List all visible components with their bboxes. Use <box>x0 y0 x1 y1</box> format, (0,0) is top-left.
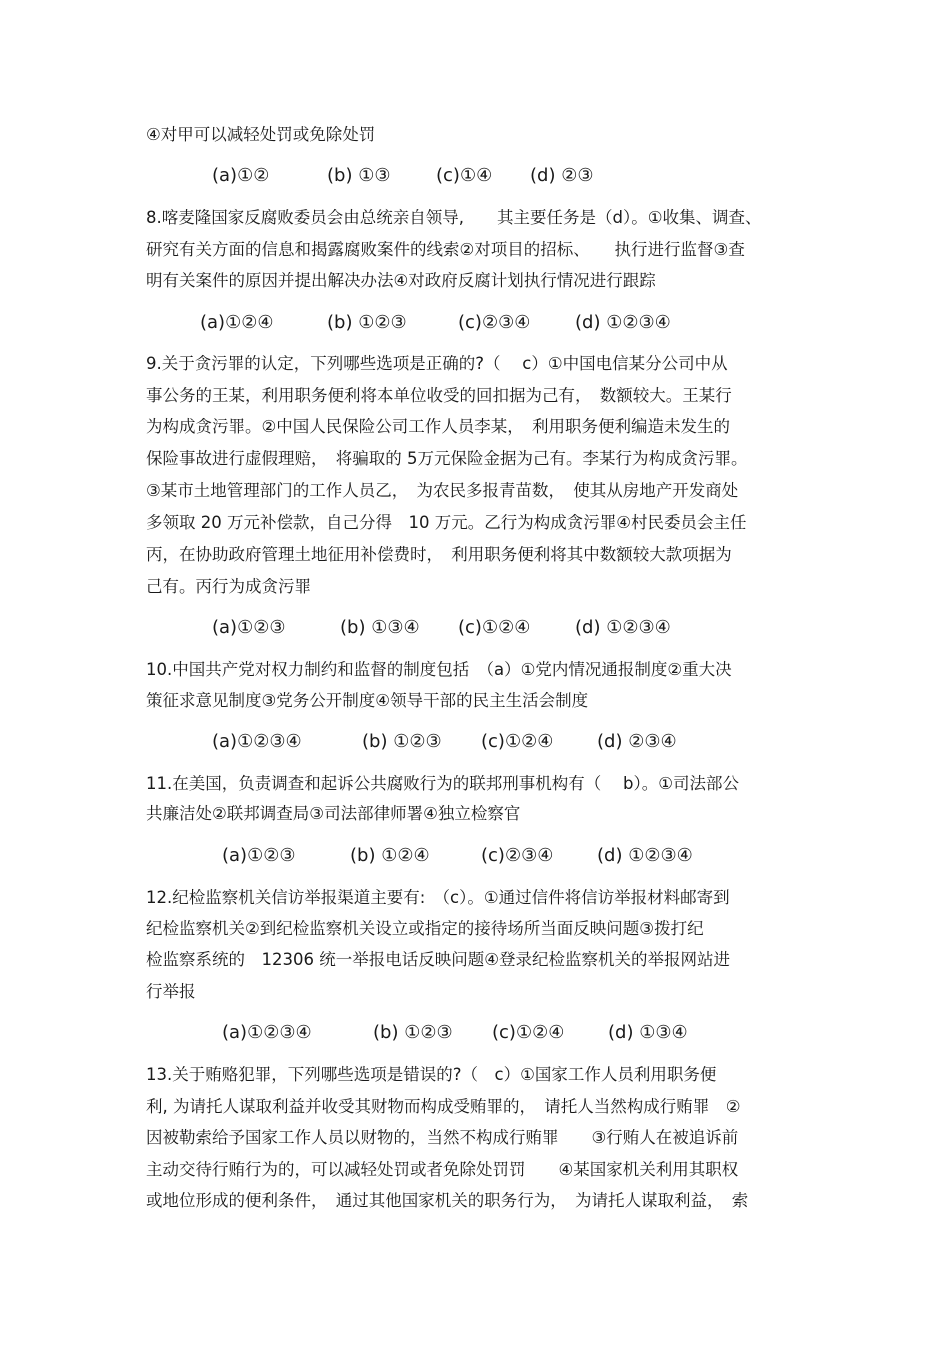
option-a: (a)①②③④ <box>212 731 302 752</box>
option-b: (b) ①③ <box>327 165 391 186</box>
question-9-line: 为构成贪污罪。②中国人民保险公司工作人员李某， 利用职务便利编造未发生的 <box>146 417 731 436</box>
question-12-line: 12.纪检监察机关信访举报渠道主要有: （c）。①通过信件将信访举报材料邮寄到 <box>146 888 730 907</box>
option-c: (c)②③④ <box>458 312 531 333</box>
question-11-line: 11.在美国，负责调查和起诉公共腐败行为的联邦刑事机构有（ b）。①司法部公 <box>146 774 740 793</box>
question-8-line: 研究有关方面的信息和揭露腐败案件的线索②对项目的招标、 执行进行监督③查 <box>146 240 745 259</box>
question-9-line: 事公务的王某，利用职务便利将本单位收受的回扣据为己有， 数额较大。王某行 <box>146 386 732 405</box>
option-c: (c)①②④ <box>481 731 554 752</box>
question-12-line: 检监察系统的 12306 统一举报电话反映问题④登录纪检监察机关的举报网站进 <box>146 950 731 969</box>
question-9-line: 多领取 20 万元补偿款，自己分得 10 万元。乙行为构成贪污罪④村民委员会主任 <box>146 513 747 532</box>
question-9-line: 丙，在协助政府管理土地征用补偿费时， 利用职务便利将其中数额较大款项据为 <box>146 545 732 564</box>
option-d: (d) ①②③④ <box>575 312 671 333</box>
option-a: (a)①②③ <box>222 845 296 866</box>
option-c: (c)①④ <box>436 165 493 186</box>
question-9-line: 保险事故进行虚假理赔， 将骗取的 5万元保险金据为己有。李某行为构成贪污罪。 <box>146 449 748 468</box>
option-a: (a)①② <box>212 165 270 186</box>
question-13-line: 主动交待行贿行为的，可以减轻处罚或者免除处罚罚 ④某国家机关利用其职权 <box>146 1160 739 1179</box>
option-b: (b) ①②③ <box>362 731 442 752</box>
question-12-line: 纪检监察机关②到纪检监察机关设立或指定的接待场所当面反映问题③拨打纪 <box>146 919 704 938</box>
question-10-line: 10.中国共产党对权力制约和监督的制度包括 （a）①党内情况通报制度②重大决 <box>146 660 732 679</box>
question-10-line: 策征求意见制度③党务公开制度④领导干部的民主生活会制度 <box>146 691 589 710</box>
question-13-line: 13.关于贿赂犯罪，下列哪些选项是错误的?（ c）①国家工作人员利用职务便 <box>146 1065 717 1084</box>
question-8-line: 明有关案件的原因并提出解决办法④对政府反腐计划执行情况进行跟踪 <box>146 271 656 290</box>
question-8-line: 8.喀麦隆国家反腐败委员会由总统亲自领导, 其主要任务是（d）。①收集、调查、 <box>146 208 762 227</box>
option-b: (b) ①②③ <box>327 312 407 333</box>
option-d: (d) ①②③④ <box>597 845 693 866</box>
option-c: (c)②③④ <box>481 845 554 866</box>
option-b: (b) ①②③ <box>373 1022 453 1043</box>
question-13-line: 因被勒索给予国家工作人员以财物的，当然不构成行贿罪 ③行贿人在被追诉前 <box>146 1128 739 1147</box>
question-9-line: 9.关于贪污罪的认定，下列哪些选项是正确的?（ c）①中国电信某分公司中从 <box>146 354 728 373</box>
question-7-line: ④对甲可以减轻处罚或免除处罚 <box>146 125 376 144</box>
question-11-line: 共廉洁处②联邦调查局③司法部律师署④独立检察官 <box>146 804 521 823</box>
option-d: (d) ①③④ <box>608 1022 688 1043</box>
option-b: (b) ①②④ <box>350 845 430 866</box>
option-c: (c)①②④ <box>458 617 531 638</box>
option-d: (d) ②③ <box>530 165 594 186</box>
question-9-line: ③某市土地管理部门的工作人员乙， 为农民多报青苗数， 使其从房地产开发商处 <box>146 481 739 500</box>
question-9-line: 己有。丙行为成贪污罪 <box>146 577 311 596</box>
option-a: (a)①②③④ <box>222 1022 312 1043</box>
question-13-line: 或地位形成的便利条件， 通过其他国家机关的职务行为， 为请托人谋取利益， 索 <box>146 1191 749 1210</box>
option-b: (b) ①③④ <box>340 617 420 638</box>
question-12-line: 行举报 <box>146 982 196 1001</box>
question-13-line: 利, 为请托人谋取利益并收受其财物而构成受贿罪的， 请托人当然构成行贿罪 ② <box>146 1097 741 1116</box>
option-c: (c)①②④ <box>492 1022 565 1043</box>
option-d: (d) ②③④ <box>597 731 677 752</box>
option-a: (a)①②④ <box>200 312 274 333</box>
option-d: (d) ①②③④ <box>575 617 671 638</box>
option-a: (a)①②③ <box>212 617 286 638</box>
